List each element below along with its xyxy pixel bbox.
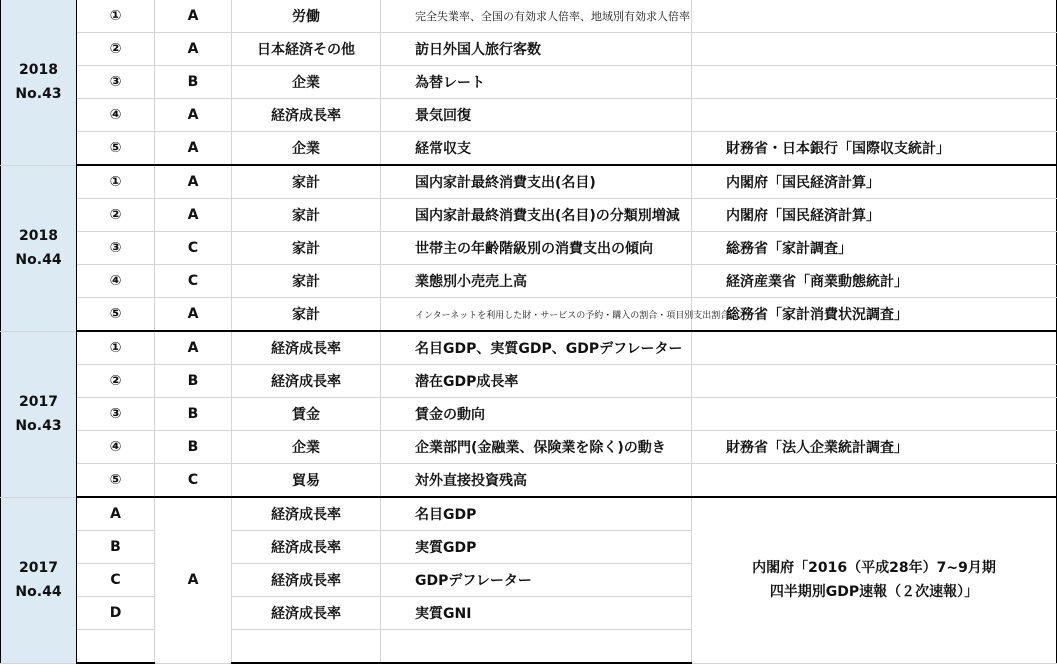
row-number: D	[77, 597, 155, 630]
row-number: ②	[77, 199, 155, 232]
row-grade: A	[155, 298, 232, 332]
row-number: ③	[77, 232, 155, 265]
group-label: 2017 No.44	[1, 497, 77, 663]
table-row	[1, 99, 1057, 132]
row-item: 賃金の動向	[381, 398, 692, 431]
row-source	[692, 331, 1057, 365]
table-row	[1, 232, 1057, 265]
group-label: 2018 No.43	[1, 0, 77, 165]
row-grade: A	[155, 165, 232, 199]
row-category: 経済成長率	[232, 597, 381, 630]
row-number: ②	[77, 365, 155, 398]
row-item: 実質GDP	[381, 531, 692, 564]
row-number: ④	[77, 99, 155, 132]
table-row	[1, 464, 1057, 498]
table-row	[1, 199, 1057, 232]
row-item: 国内家計最終消費支出(名目)の分類別増減	[381, 199, 692, 232]
row-item: 訪日外国人旅行客数	[381, 33, 692, 66]
row-category: 経済成長率	[232, 531, 381, 564]
row-item: GDPデフレーター	[381, 564, 692, 597]
row-category: 労働	[232, 0, 381, 33]
row-category: 企業	[232, 66, 381, 99]
row-number: ⑤	[77, 132, 155, 166]
row-item: 景気回復	[381, 99, 692, 132]
row-grade: A	[155, 199, 232, 232]
table-row	[1, 365, 1057, 398]
row-source: 財務省「法人企業統計調査」	[692, 431, 1057, 464]
row-item: インターネットを利用した財・サービスの予約・購入の割合・項目別支出割合	[381, 298, 692, 332]
row-source	[692, 0, 1057, 33]
row-grade: B	[155, 365, 232, 398]
row-category	[232, 630, 381, 664]
row-grade: A	[155, 33, 232, 66]
row-category: 家計	[232, 265, 381, 298]
row-source	[692, 464, 1057, 498]
table-row	[1, 331, 1057, 365]
row-category: 家計	[232, 199, 381, 232]
row-source	[692, 99, 1057, 132]
row-grade: A	[155, 0, 232, 33]
row-source: 総務省「家計消費状況調査」	[692, 298, 1057, 332]
row-item: 潜在GDP成長率	[381, 365, 692, 398]
row-number: ①	[77, 0, 155, 33]
row-item: 名目GDP	[381, 497, 692, 531]
row-number: ③	[77, 398, 155, 431]
table-row	[1, 398, 1057, 431]
row-category: 企業	[232, 132, 381, 166]
row-item: 実質GNI	[381, 597, 692, 630]
row-category: 日本経済その他	[232, 33, 381, 66]
row-grade: B	[155, 431, 232, 464]
row-source: 財務省・日本銀行「国際収支統計」	[692, 132, 1057, 166]
row-grade: A	[155, 331, 232, 365]
row-item: 業態別小売売上高	[381, 265, 692, 298]
row-number: A	[77, 497, 155, 531]
row-number: ①	[77, 331, 155, 365]
row-source: 内閣府「国民経済計算」	[692, 165, 1057, 199]
row-category: 経済成長率	[232, 564, 381, 597]
row-grade: A	[155, 132, 232, 166]
row-number: ③	[77, 66, 155, 99]
row-source: 総務省「家計調査」	[692, 232, 1057, 265]
row-source	[692, 398, 1057, 431]
row-category: 家計	[232, 298, 381, 332]
row-category: 家計	[232, 232, 381, 265]
row-item	[381, 630, 692, 664]
row-grade: C	[155, 464, 232, 498]
row-category: 賃金	[232, 398, 381, 431]
row-source	[692, 33, 1057, 66]
row-number	[77, 630, 155, 664]
row-category: 経済成長率	[232, 99, 381, 132]
row-number: ①	[77, 165, 155, 199]
table-row	[1, 0, 1057, 33]
group-label: 2018 No.44	[1, 165, 77, 331]
row-source	[692, 365, 1057, 398]
row-category: 企業	[232, 431, 381, 464]
row-item: 企業部門(金融業、保険業を除く)の動き	[381, 431, 692, 464]
row-category: 貿易	[232, 464, 381, 498]
table-row	[1, 497, 1057, 531]
row-category: 経済成長率	[232, 497, 381, 531]
row-number: C	[77, 564, 155, 597]
row-grade: B	[155, 66, 232, 99]
row-item: 経常収支	[381, 132, 692, 166]
table-row	[1, 298, 1057, 332]
row-item: 世帯主の年齢階級別の消費支出の傾向	[381, 232, 692, 265]
row-number: ④	[77, 431, 155, 464]
table-row	[1, 265, 1057, 298]
row-grade: C	[155, 232, 232, 265]
row-item: 完全失業率、全国の有効求人倍率、地域別有効求人倍率	[381, 0, 692, 33]
row-number: ⑤	[77, 298, 155, 332]
row-number: ④	[77, 265, 155, 298]
table-row	[1, 165, 1057, 199]
row-number: ②	[77, 33, 155, 66]
table-row	[1, 66, 1057, 99]
row-number: B	[77, 531, 155, 564]
row-grade: A	[155, 99, 232, 132]
row-source: 内閣府「国民経済計算」	[692, 199, 1057, 232]
row-number: ⑤	[77, 464, 155, 498]
row-item: 対外直接投資残高	[381, 464, 692, 498]
row-source	[692, 66, 1057, 99]
row-category: 経済成長率	[232, 365, 381, 398]
table-row	[1, 431, 1057, 464]
row-item: 名目GDP、実質GDP、GDPデフレーター	[381, 331, 692, 365]
group-source: 内閣府「2016（平成28年）7~9月期 四半期別GDP速報（２次速報）」	[692, 497, 1057, 663]
table-row	[1, 132, 1057, 166]
row-grade: B	[155, 398, 232, 431]
row-category: 経済成長率	[232, 331, 381, 365]
row-item: 国内家計最終消費支出(名目)	[381, 165, 692, 199]
row-grade: C	[155, 265, 232, 298]
row-source: 経済産業省「商業動態統計」	[692, 265, 1057, 298]
row-item: 為替レート	[381, 66, 692, 99]
table-row	[1, 33, 1057, 66]
row-category: 家計	[232, 165, 381, 199]
group-grade: A	[155, 497, 232, 663]
group-label: 2017 No.43	[1, 331, 77, 497]
